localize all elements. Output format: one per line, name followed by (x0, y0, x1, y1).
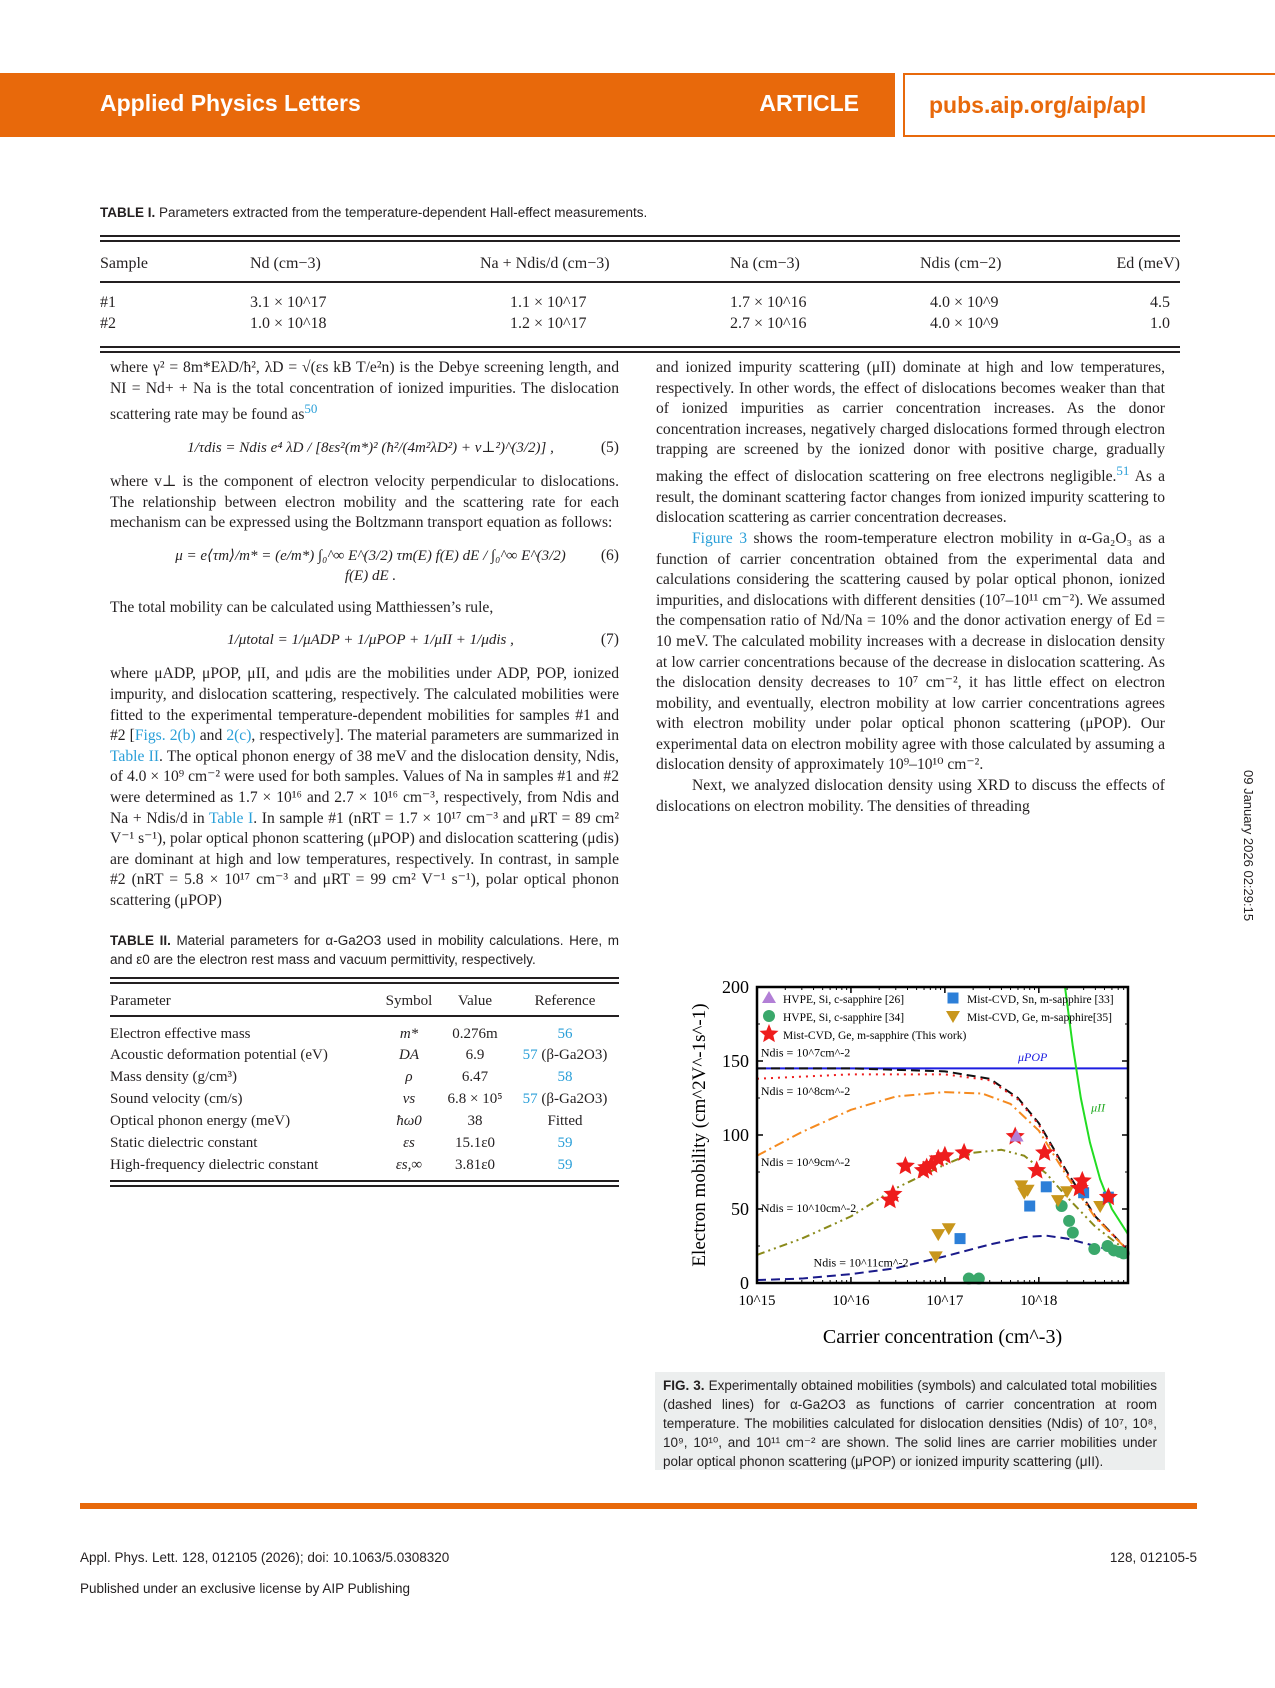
paragraph-text: . The optical phonon energy of 38 meV and the dislocation density, Ndis, of 4.0 × 10⁹ cm⁻² were used for both samples. Values of Na in samples #1 and #2 were determined as 1.7 × 10¹⁶ and 2.7 × 10¹⁶ cm⁻³, respectively, from Ndis and Na + Ndis/d in (110, 747, 619, 827)
figure-3-caption (655, 1372, 1165, 1470)
equation-6-row (110, 546, 619, 586)
footer-rule (80, 1503, 1197, 1509)
reference-link[interactable]: 51 (1116, 462, 1130, 478)
y-tick-label: 50 (731, 1199, 749, 1219)
left-column-para-4 (110, 664, 619, 911)
data-point (1063, 1215, 1075, 1227)
figure-2b-link[interactable]: Figs. 2(b) (134, 727, 196, 745)
column-header: Nd (cm−3) (250, 254, 321, 272)
figure-3-chart (653, 965, 1163, 1357)
figure-3-caption-text: Experimentally obtained mobilities (symbols) and calculated total mobilities (dashed lines) for α-Ga2O3 as functions of carrier concentration at room temperature. The mobilities calculated for dislocation densities (Ndis) of 10⁷, 10⁸, 10⁹, 10¹⁰, and 10¹¹ cm⁻² are shown. The solid lines are carrier mobilities under polar optical phonon scattering (μPOP) or ionized impurity scattering (μII). (663, 1378, 1157, 1469)
download-timestamp: 09 January 2026 02:29:15 (1241, 770, 1256, 922)
equation-6: μ = e⟨τm⟩/m* = (e/m*) ∫₀^∞ E^(3/2) τm(E) f(E) dE / ∫₀^∞ E^(3/2) f(E) dE . (175, 547, 566, 584)
table-1-caption (100, 203, 1180, 222)
table-row (110, 1088, 619, 1110)
equation-7-row (110, 630, 619, 652)
reference-link[interactable]: 56 (557, 1025, 573, 1042)
right-column-para-1 (656, 358, 1165, 529)
table-cell: m* (399, 1025, 419, 1042)
table-rule (100, 235, 1180, 242)
y-axis-label: Electron mobility (cm^2V^-1s^-1) (689, 1003, 710, 1267)
y-tick-label: 0 (740, 1273, 749, 1293)
right-column-para-2 (656, 529, 1165, 776)
table-rule (110, 1180, 619, 1187)
data-point (955, 1143, 974, 1161)
legend-marker (946, 1011, 960, 1023)
table-cell: 2.7 × 10^16 (730, 315, 807, 332)
equation-5-number: (5) (600, 438, 619, 456)
table-row (100, 282, 1180, 312)
data-point (931, 1229, 945, 1241)
table-cell: εs (403, 1135, 415, 1152)
left-column-para-1 (110, 358, 619, 426)
table-cell: High-frequency dielectric constant (110, 1157, 319, 1174)
column-header: Value (457, 992, 493, 1009)
table-cell: #2 (100, 315, 116, 332)
plot-area (689, 977, 1130, 1348)
reference-note: (β-Ga2O3) (537, 1091, 608, 1108)
left-column-para-3: The total mobility can be calculated using Matthiessen’s rule, (110, 598, 494, 616)
reference-link[interactable]: 59 (557, 1135, 573, 1152)
journal-url-box[interactable] (903, 73, 1275, 137)
table-header-row (100, 246, 1180, 282)
equation-7: 1/μtotal = 1/μADP + 1/μPOP + 1/μII + 1/μdis , (227, 632, 514, 649)
reference-note: Fitted (547, 1113, 583, 1130)
annotation-mu-pop: μPOP (1017, 1050, 1048, 1064)
table-cell: Static dielectric constant (110, 1135, 258, 1152)
table-row (110, 1132, 619, 1154)
table-1 (100, 203, 1180, 353)
reference-link[interactable]: 59 (557, 1157, 573, 1174)
annotation-ndis-1e10: Ndis = 10^10cm^-2 (760, 1200, 857, 1215)
table-cell: Acoustic deformation potential (eV) (110, 1047, 328, 1064)
y-tick-label: 150 (722, 1051, 749, 1071)
table-header-row (110, 986, 619, 1016)
curve-ndis-10-9-cm-2 (757, 1092, 1128, 1250)
legend-label: HVPE, Si, c-sapphire [34] (783, 1012, 905, 1024)
equation-6-number: (6) (600, 546, 619, 564)
data-point (1067, 1227, 1079, 1239)
figure-2c-link[interactable]: 2(c) (226, 727, 252, 745)
table-cell: 6.47 (461, 1069, 489, 1086)
table-cell: 0.276m (452, 1025, 498, 1042)
figure-3-label: FIG. 3. (663, 1378, 705, 1393)
legend-marker (948, 993, 959, 1004)
table-cell: 1.0 × 10^18 (250, 315, 327, 332)
y-tick-label: 200 (722, 977, 749, 997)
table-2-label: TABLE II. (110, 933, 171, 949)
paragraph-text: where γ² = 8m*EλD/ħ², λD = √(εs kB T/e²n) is the Debye screening length, and NI = Nd+ + Na is the total concentration of ionized impurities. The dislocation scattering rate may be found as (110, 359, 619, 424)
right-column-para-3: Next, we analyzed dislocation density using XRD to discuss the effects of dislocations on electron mobility. The densities of threading (656, 777, 1165, 815)
data-point (1041, 1181, 1052, 1192)
table-1-grid (100, 246, 1180, 336)
legend-label: HVPE, Si, c-sapphire [26] (783, 994, 905, 1006)
x-tick-label: 10^18 (1020, 1293, 1058, 1309)
paragraph-text: and (195, 727, 227, 745)
annotation-ndis-1e7: Ndis = 10^7cm^-2 (760, 1045, 851, 1060)
table-row (110, 1154, 619, 1176)
table-cell: 6.9 (465, 1047, 485, 1064)
legend-marker (762, 991, 776, 1003)
table-cell: #1 (100, 294, 116, 311)
reference-link[interactable]: 58 (557, 1069, 573, 1086)
table-row (110, 1110, 619, 1132)
column-header: Na (cm−3) (730, 254, 800, 272)
legend-marker (760, 1024, 779, 1042)
table-cell: 15.1ε0 (454, 1135, 496, 1152)
journal-url-link[interactable]: pubs.aip.org/aip/apl (929, 92, 1147, 118)
y-tick-label: 100 (722, 1125, 749, 1145)
column-header: Parameter (110, 992, 171, 1009)
paragraph-text: where μADP, μPOP, μII, and μdis are the mobilities under ADP, POP, ionized impurity, and dislocation scattering, respectively. The calculated mobilities were fitted to the experimental temperature-dependent mobilities for samples #1 and #2 [ (110, 665, 619, 745)
table-2-link[interactable]: Table II (110, 747, 160, 765)
table-cell: Mass density (g/cm³) (110, 1069, 237, 1086)
footer-license: Published under an exclusive license by AIP Publishing (80, 1581, 410, 1596)
reference-link[interactable]: 50 (304, 401, 318, 417)
table-cell: 1.2 × 10^17 (510, 315, 587, 332)
paragraph-text: . In sample #1 (nRT = 1.7 × 10¹⁷ cm⁻³ and μRT = 89 cm² V⁻¹ s⁻¹), polar optical phonon scattering (μPOP) and dislocation scattering (μdis) are dominant at high and low temperatures, respectively. In contrast, in sample #2 (nRT = 5.8 × 10¹⁷ cm⁻³ and μRT = 99 cm² V⁻¹ s⁻¹), polar optical phonon scattering (μPOP) (110, 809, 619, 909)
data-point (955, 1233, 966, 1244)
table-cell (511, 1110, 619, 1132)
table-1-label: TABLE I. (100, 205, 156, 220)
legend-label: Mist-CVD, Sn, m-sapphire [33] (967, 994, 1114, 1006)
equation-7-number: (7) (600, 631, 619, 649)
table-cell: Electron effective mass (110, 1025, 251, 1042)
column-header: Symbol (385, 992, 433, 1009)
table-cell (511, 1044, 619, 1066)
table-cell: Sound velocity (cm/s) (110, 1091, 243, 1108)
x-tick-label: 10^16 (832, 1293, 870, 1309)
journal-banner (0, 73, 895, 137)
column-header: Ed (meV) (1116, 254, 1180, 272)
journal-title: Applied Physics Letters (100, 90, 361, 116)
legend-marker (763, 1010, 775, 1022)
table-row (100, 312, 1180, 336)
left-column (110, 358, 619, 1187)
data-point (1024, 1201, 1035, 1212)
column-header: Na + Ndis/d (cm−3) (480, 254, 610, 272)
table-cell: DA (399, 1047, 419, 1064)
table-cell: 1.1 × 10^17 (510, 294, 587, 311)
table-cell (511, 1016, 619, 1044)
table-rule (110, 977, 619, 984)
data-point (896, 1156, 915, 1174)
table-row (110, 1044, 619, 1066)
table-cell (511, 1132, 619, 1154)
data-point (1027, 1161, 1046, 1179)
table-cell: εs,∞ (395, 1157, 423, 1174)
table-cell: 1.0 (1150, 315, 1170, 332)
legend-label: Mist-CVD, Ge, m-sapphire (This work) (783, 1030, 967, 1042)
annotation-ndis-1e8: Ndis = 10^8cm^-2 (760, 1084, 851, 1099)
annotation-mu-ii: μII (1091, 1100, 1106, 1115)
table-1-link[interactable]: Table I (208, 809, 254, 827)
footer-citation: Appl. Phys. Lett. 128, 012105 (2026); doi: 10.1063/5.0308320 (80, 1550, 450, 1565)
table-2-grid (110, 986, 619, 1176)
paragraph-text: and ionized impurity scattering (μII) dominate at high and low temperatures, respectively. In other words, the effect of dislocations becomes weaker than that of ionized impurities as carrier concentration increases. As the donor concentration increases, negatively charged dislocations formed through electron trapping are screened by the ionized donor with positive charge, gradually making the effect of dislocation scattering on free electrons negligible. (656, 359, 1165, 486)
paragraph-text: As a result, the dominant scattering factor changes from ionized impurity scattering to dislocation scattering as carrier concentration decreases. (656, 468, 1165, 527)
column-header: Sample (100, 254, 148, 272)
data-point (1088, 1243, 1100, 1255)
paragraph-text: , respectively]. The material parameters are summarized in (251, 727, 619, 745)
reference-link[interactable]: 57 (522, 1091, 538, 1108)
chart-legend (760, 991, 1114, 1042)
section-label: ARTICLE (759, 90, 859, 116)
table-row (110, 1066, 619, 1088)
legend-label: Mist-CVD, Ge, m-sapphire[35] (967, 1012, 1113, 1024)
table-cell: vs (402, 1091, 416, 1108)
right-column (656, 358, 1165, 817)
table-cell: ρ (405, 1069, 413, 1086)
table-cell: 3.81ε0 (454, 1157, 496, 1174)
table-rule (100, 346, 1180, 353)
annotation-ndis-1e11: Ndis = 10^11cm^-2 (813, 1255, 909, 1270)
table-cell: 4.0 × 10^9 (930, 315, 999, 332)
table-cell (511, 1154, 619, 1176)
column-header: Ndis (cm−2) (920, 254, 1002, 272)
table-row (110, 1016, 619, 1044)
table-cell: 4.0 × 10^9 (930, 294, 999, 311)
paragraph-text: shows the room-temperature electron mobility in α-Ga₂O₃ as a function of carrier concentration obtained from the experimental data and calculations considering the scattering caused by polar optical phonon, ionized impurities, and dislocations with different densities (10⁷–10¹¹ cm⁻²). We assumed the compensation ratio of Nd/Na = 10% and the donor activation energy of Ed = 10 meV. The calculated mobility increases with a decrease in dislocation density at low carrier concentrations because of the decrease in dislocation scattering. As the dislocation density decreases to 10⁷ cm⁻², it has little effect on electron mobility, and eventually, electron mobility at low carrier concentrations agrees with electron mobility under polar optical phonon scattering (μPOP). Our experimental data on electron mobility agree with those calculated by assuming a dislocation density of approximately 10⁹–10¹⁰ cm⁻². (656, 529, 1165, 774)
table-cell: 38 (467, 1113, 483, 1130)
left-column-para-2: where v⊥ is the component of electron velocity perpendicular to dislocations. The relationship between electron mobility and the scattering rate for each mechanism can be expressed using the Boltzmann transport equation as follows: (110, 472, 619, 532)
table-cell: 1.7 × 10^16 (730, 294, 807, 311)
x-tick-label: 10^15 (738, 1293, 776, 1309)
x-tick-label: 10^17 (926, 1293, 964, 1309)
equation-5: 1/τdis = Ndis e⁴ λD / [8εs²(m*)² (ħ²/(4m²λD²) + v⊥²)^(3/2)] , (187, 439, 554, 456)
table-2-caption-text: Material parameters for α-Ga2O3 used in mobility calculations. Here, m and ε0 are the electron rest mass and vacuum permittivity, respectively. (110, 933, 620, 968)
column-header: Reference (534, 992, 596, 1009)
table-cell: 3.1 × 10^17 (250, 294, 327, 311)
table-cell: Optical phonon energy (meV) (110, 1113, 291, 1130)
reference-note: (β-Ga2O3) (537, 1047, 608, 1064)
table-cell: 4.5 (1150, 294, 1170, 311)
x-axis-label: Carrier concentration (cm^-3) (822, 1326, 1063, 1348)
figure-3-link[interactable]: Figure 3 (692, 529, 748, 547)
table-2-caption (110, 931, 619, 969)
table-cell (511, 1066, 619, 1088)
equation-5-row (110, 438, 619, 460)
table-1-caption-text: Parameters extracted from the temperature-dependent Hall-effect measurements. (159, 205, 648, 220)
table-2 (110, 931, 619, 1187)
table-cell: ħω0 (396, 1113, 422, 1130)
footer-page-number: 128, 012105-5 (1109, 1550, 1197, 1565)
table-cell: 6.8 × 10⁵ (447, 1091, 503, 1108)
annotation-ndis-1e9: Ndis = 10^9cm^-2 (760, 1155, 851, 1170)
reference-link[interactable]: 57 (522, 1047, 538, 1064)
table-cell (511, 1088, 619, 1110)
